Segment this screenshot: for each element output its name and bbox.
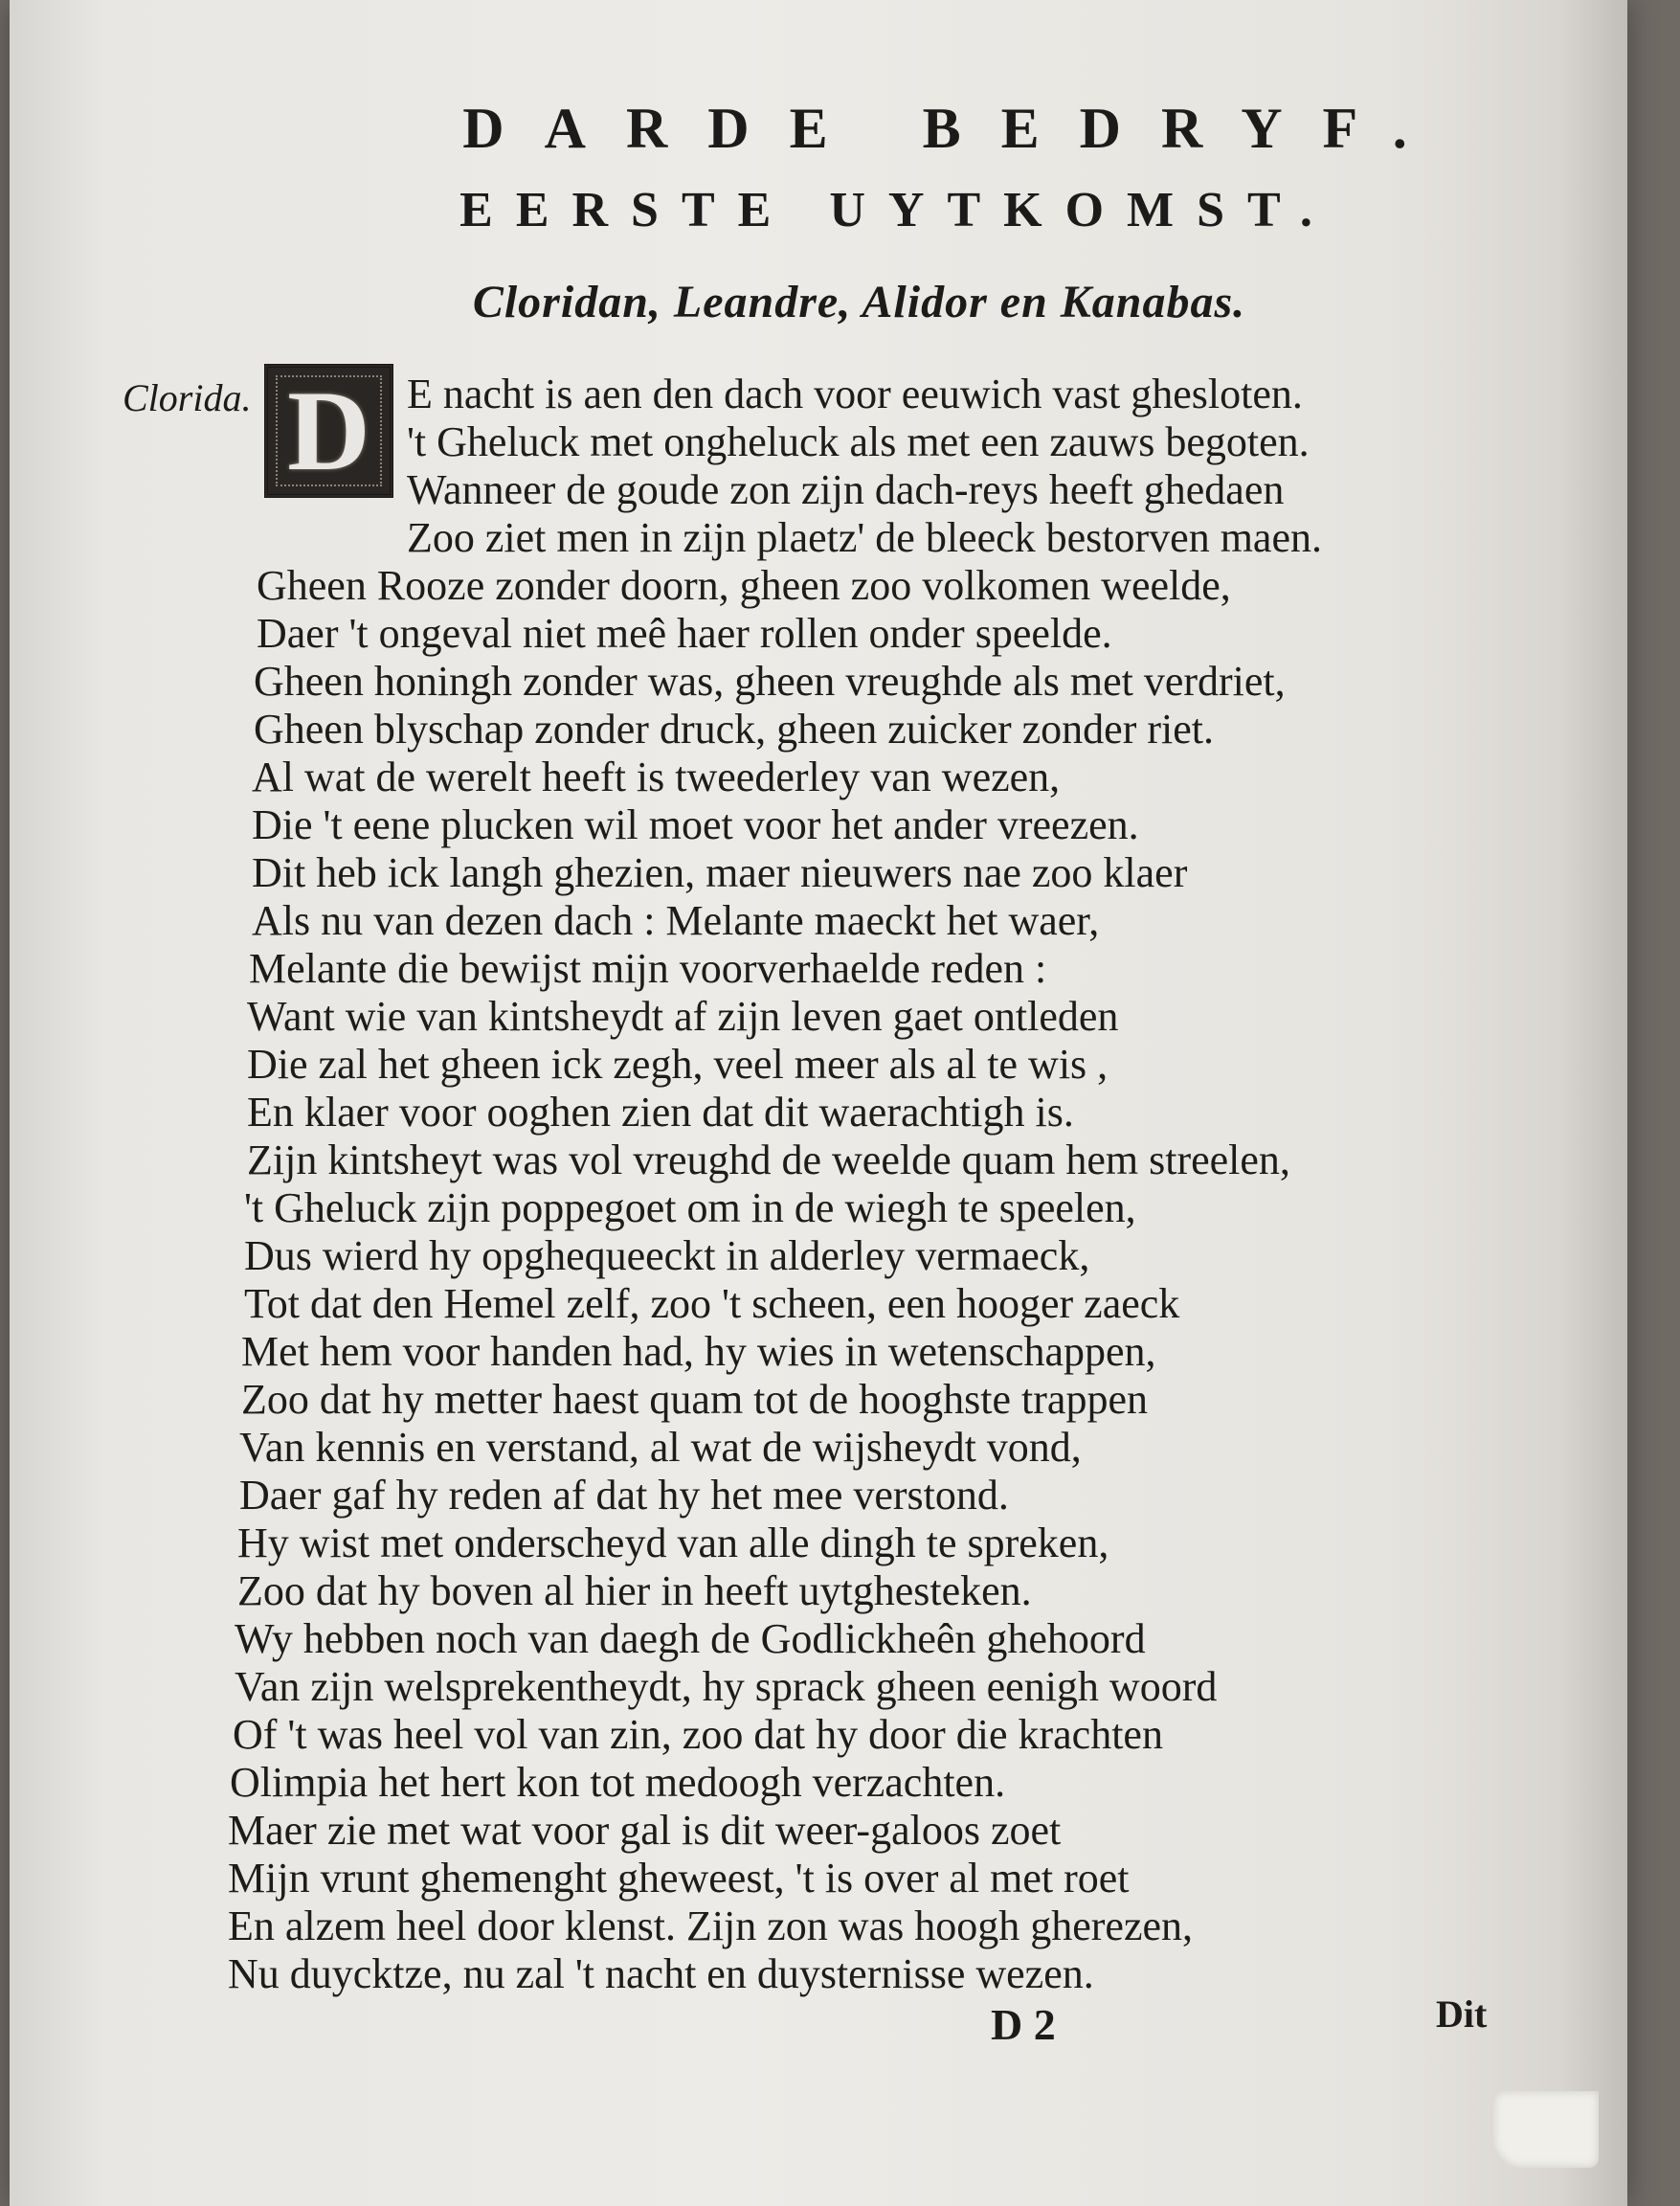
verse-line: Gheen honingh zonder was, gheen vreughde als met verdriet,	[254, 658, 1286, 705]
signature-mark: D 2	[991, 2000, 1056, 2049]
verse-line: Zoo dat hy metter haest quam tot de hooghste trappen	[241, 1376, 1148, 1423]
verse-line: Want wie van kintsheydt af zijn leven gaet ontleden	[247, 993, 1119, 1040]
verse-line: Die zal het gheen ick zegh, veel meer als al te wis ,	[247, 1041, 1109, 1088]
catchword: Dit	[1436, 1992, 1488, 2036]
verse-line: Maer zie met wat voor gal is dit weer-galoos zoet	[228, 1807, 1062, 1854]
page-shadow	[1560, 0, 1627, 2206]
verse-line: Mijn vrunt ghemenght gheweest, 't is over al met roet	[228, 1855, 1130, 1902]
decorated-initial	[264, 364, 393, 498]
verse-line: Die 't eene plucken wil moet voor het ander vreezen.	[252, 801, 1139, 848]
verse-line: Van zijn welsprekentheydt, hy sprack gheen eenigh woord	[235, 1663, 1218, 1710]
verse-line: E nacht is aen den dach voor eeuwich vast ghesloten.	[407, 371, 1303, 417]
verse-line: Al wat de werelt heeft is tweederley van wezen,	[252, 754, 1061, 800]
verse-line: Zoo ziet men in zijn plaetz' de bleeck bestorven maen.	[407, 514, 1322, 561]
verse-line: Van kennis en verstand, al wat de wijsheydt vond,	[239, 1424, 1082, 1471]
verse-line: 't Gheluck met ongheluck als met een zauws begoten.	[407, 418, 1310, 465]
verse-line: Daer 't ongeval niet meê haer rollen onder speelde.	[257, 610, 1112, 657]
verse-line: Dit heb ick langh ghezien, maer nieuwers nae zoo klaer	[252, 849, 1188, 896]
scene-title: EERSTE UYTKOMST.	[459, 183, 1335, 237]
verse-line: Met hem voor handen had, hy wies in wetenschappen,	[241, 1328, 1156, 1375]
verse-line: Gheen blyschap zonder druck, gheen zuicker zonder riet.	[254, 706, 1214, 753]
persons-list: Cloridan, Leandre, Alidor en Kanabas.	[472, 277, 1246, 327]
initial-letter: D	[287, 367, 370, 494]
verse-line: 't Gheluck zijn poppegoet om in de wiegh te speelen,	[244, 1184, 1136, 1231]
verse-line: Gheen Rooze zonder doorn, gheen zoo volkomen weelde,	[257, 562, 1231, 609]
verse-line: Of 't was heel vol van zin, zoo dat hy door die krachten	[233, 1711, 1163, 1758]
verse-line: Melante die bewijst mijn voorverhaelde reden :	[249, 945, 1047, 992]
verse-line: Hy wist met onderscheyd van alle dingh te spreken,	[237, 1519, 1109, 1566]
verse-line: En klaer voor ooghen zien dat dit waerachtigh is.	[247, 1089, 1074, 1136]
verse-line: Zijn kintsheyt was vol vreughd de weelde quam hem streelen,	[247, 1137, 1290, 1183]
verse-line: Daer gaf hy reden af dat hy het mee verstond.	[239, 1472, 1009, 1519]
verse-line: Olimpia het hert kon tot medoogh verzachten.	[230, 1759, 1006, 1806]
verse-line: Wanneer de goude zon zijn dach-reys heeft ghedaen	[407, 466, 1285, 513]
verse-line: Als nu van dezen dach : Melante maeckt het waer,	[252, 897, 1100, 944]
verse-line: Tot dat den Hemel zelf, zoo 't scheen, een hooger zaeck	[244, 1280, 1180, 1327]
verse-line: Zoo dat hy boven al hier in heeft uytghesteken.	[237, 1567, 1032, 1614]
speaker-label: Clorida.	[123, 376, 252, 419]
verse-line: Nu duycktze, nu zal 't nacht en duysternisse wezen.	[228, 1950, 1094, 1997]
torn-corner	[1493, 2091, 1599, 2168]
verse-line: Wy hebben noch van daegh de Godlickheên ghehoord	[235, 1615, 1146, 1662]
verse-line: Dus wierd hy opghequeeckt in alderley vermaeck,	[244, 1232, 1090, 1279]
act-title: DARDE BEDRYF.	[462, 97, 1447, 160]
verse-line: En alzem heel door klenst. Zijn zon was hoogh gherezen,	[228, 1902, 1194, 1949]
